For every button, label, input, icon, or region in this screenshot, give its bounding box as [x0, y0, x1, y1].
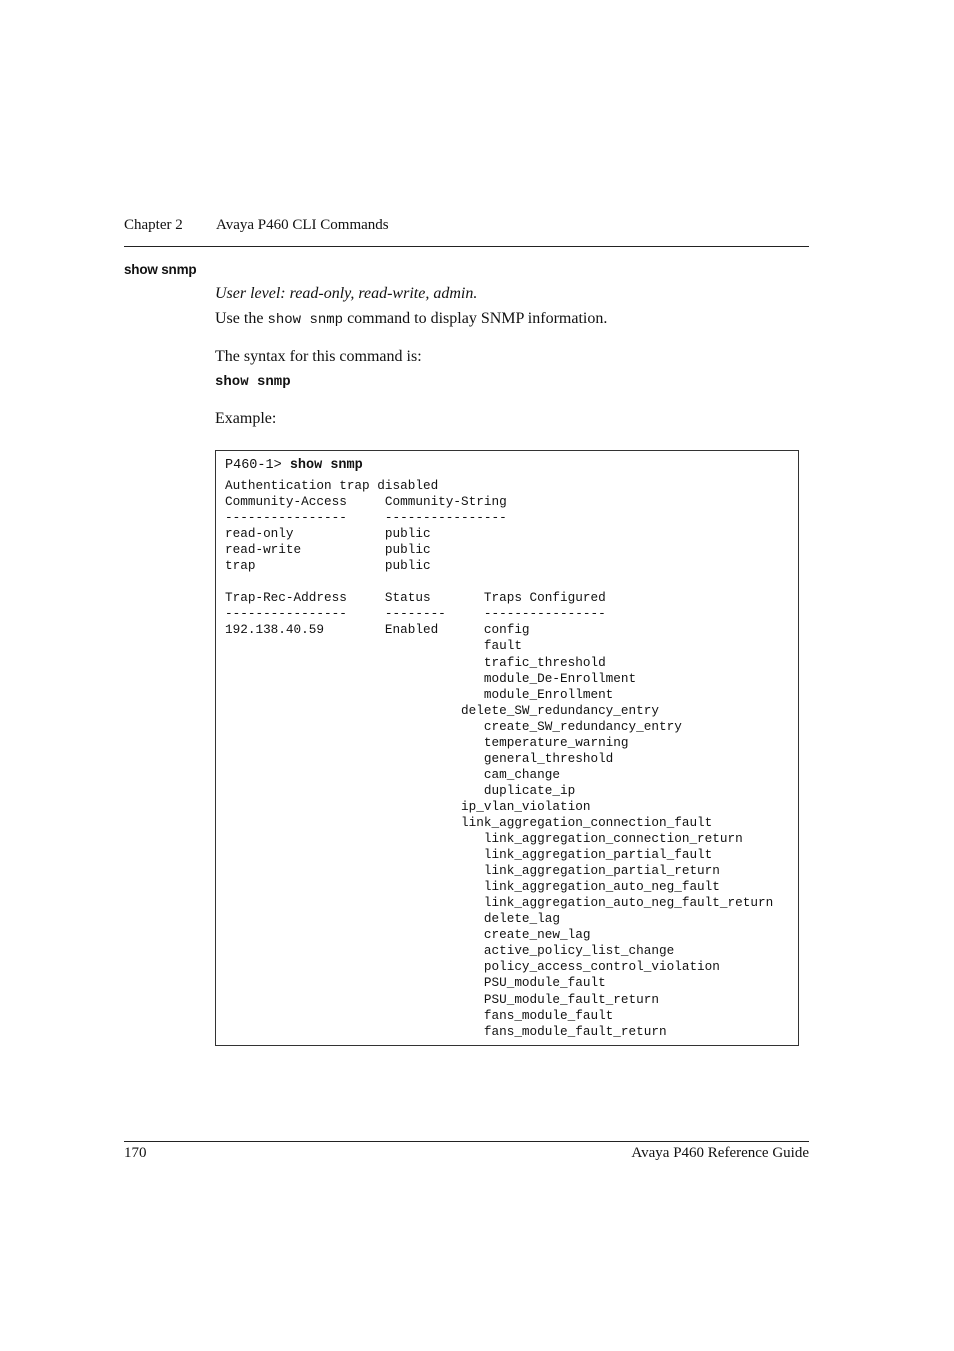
cli-output-line: Community-Access Community-String: [225, 494, 507, 510]
cli-output-line: delete_lag: [225, 911, 561, 927]
footer-rule: [124, 1141, 809, 1142]
description-text-before: Use the: [215, 310, 268, 327]
cli-output-line: ---------------- ----------------: [225, 510, 507, 526]
syntax-intro: The syntax for this command is:: [215, 348, 422, 365]
cli-output-line: cam_change: [225, 766, 561, 782]
syntax-command: show snmp: [215, 374, 291, 390]
cli-output-line: Trap-Rec-Address Status Traps Configured: [225, 590, 606, 606]
cli-output-line: PSU_module_fault_return: [225, 991, 659, 1007]
cli-output-line: link_aggregation_connection_return: [225, 831, 743, 847]
cli-output-line: fans_module_fault_return: [225, 1023, 667, 1039]
cli-output-line: read-only public: [225, 526, 431, 542]
example-code-box: [215, 450, 799, 1046]
running-header: [124, 215, 389, 235]
cli-output-line: active_policy_list_change: [225, 943, 675, 959]
header-rule: [124, 246, 809, 247]
cli-output-line: temperature_warning: [225, 734, 629, 750]
cli-output-line: PSU_module_fault: [225, 975, 606, 991]
cli-output-line: link_aggregation_partial_return: [225, 863, 720, 879]
cli-output-line: create_new_lag: [225, 927, 591, 943]
inline-command-code: show snmp: [267, 312, 344, 328]
cli-output-line: fans_module_fault: [225, 1007, 614, 1023]
page-number: 170: [124, 1145, 147, 1161]
chapter-title: Avaya P460 CLI Commands: [216, 217, 389, 233]
chapter-number: Chapter 2: [124, 217, 183, 233]
description-text-after: command to display SNMP information.: [343, 310, 608, 327]
cli-output-line: ip_vlan_violation: [225, 798, 591, 814]
cli-output-line: 192.138.40.59 Enabled config: [225, 622, 530, 638]
cli-output-line: link_aggregation_auto_neg_fault_return: [225, 895, 774, 911]
cli-output-line: read-write public: [225, 542, 431, 558]
cli-prompt: P460-1>: [225, 458, 290, 473]
command-description: [215, 309, 607, 330]
cli-output-line: link_aggregation_connection_fault: [225, 814, 713, 830]
cli-output-line: Authentication trap disabled: [225, 478, 439, 493]
cli-output-line: policy_access_control_violation: [225, 959, 720, 975]
cli-output-line: trafic_threshold: [225, 654, 606, 670]
example-label: Example:: [215, 410, 277, 427]
cli-output-line: delete_SW_redundancy_entry: [225, 702, 659, 718]
cli-output: [225, 478, 773, 1040]
cli-output-line: ---------------- -------- ----------------: [225, 606, 606, 622]
cli-output-line: module_Enrollment: [225, 686, 614, 702]
cli-prompt-line: [225, 457, 363, 475]
guide-title: Avaya P460 Reference Guide: [631, 1145, 809, 1161]
cli-output-line: create_SW_redundancy_entry: [225, 718, 682, 734]
cli-output-line: link_aggregation_partial_fault: [225, 847, 713, 863]
cli-output-line: fault: [225, 638, 522, 654]
cli-output-line: link_aggregation_auto_neg_fault: [225, 879, 720, 895]
user-level-note: User level: read-only, read-write, admin.: [215, 285, 478, 302]
section-title: show snmp: [124, 262, 197, 277]
cli-output-line: module_De-Enrollment: [225, 670, 637, 686]
cli-output-line: general_threshold: [225, 750, 614, 766]
cli-command: show snmp: [289, 458, 363, 473]
cli-output-line: trap public: [225, 558, 431, 574]
cli-output-line: duplicate_ip: [225, 782, 576, 798]
